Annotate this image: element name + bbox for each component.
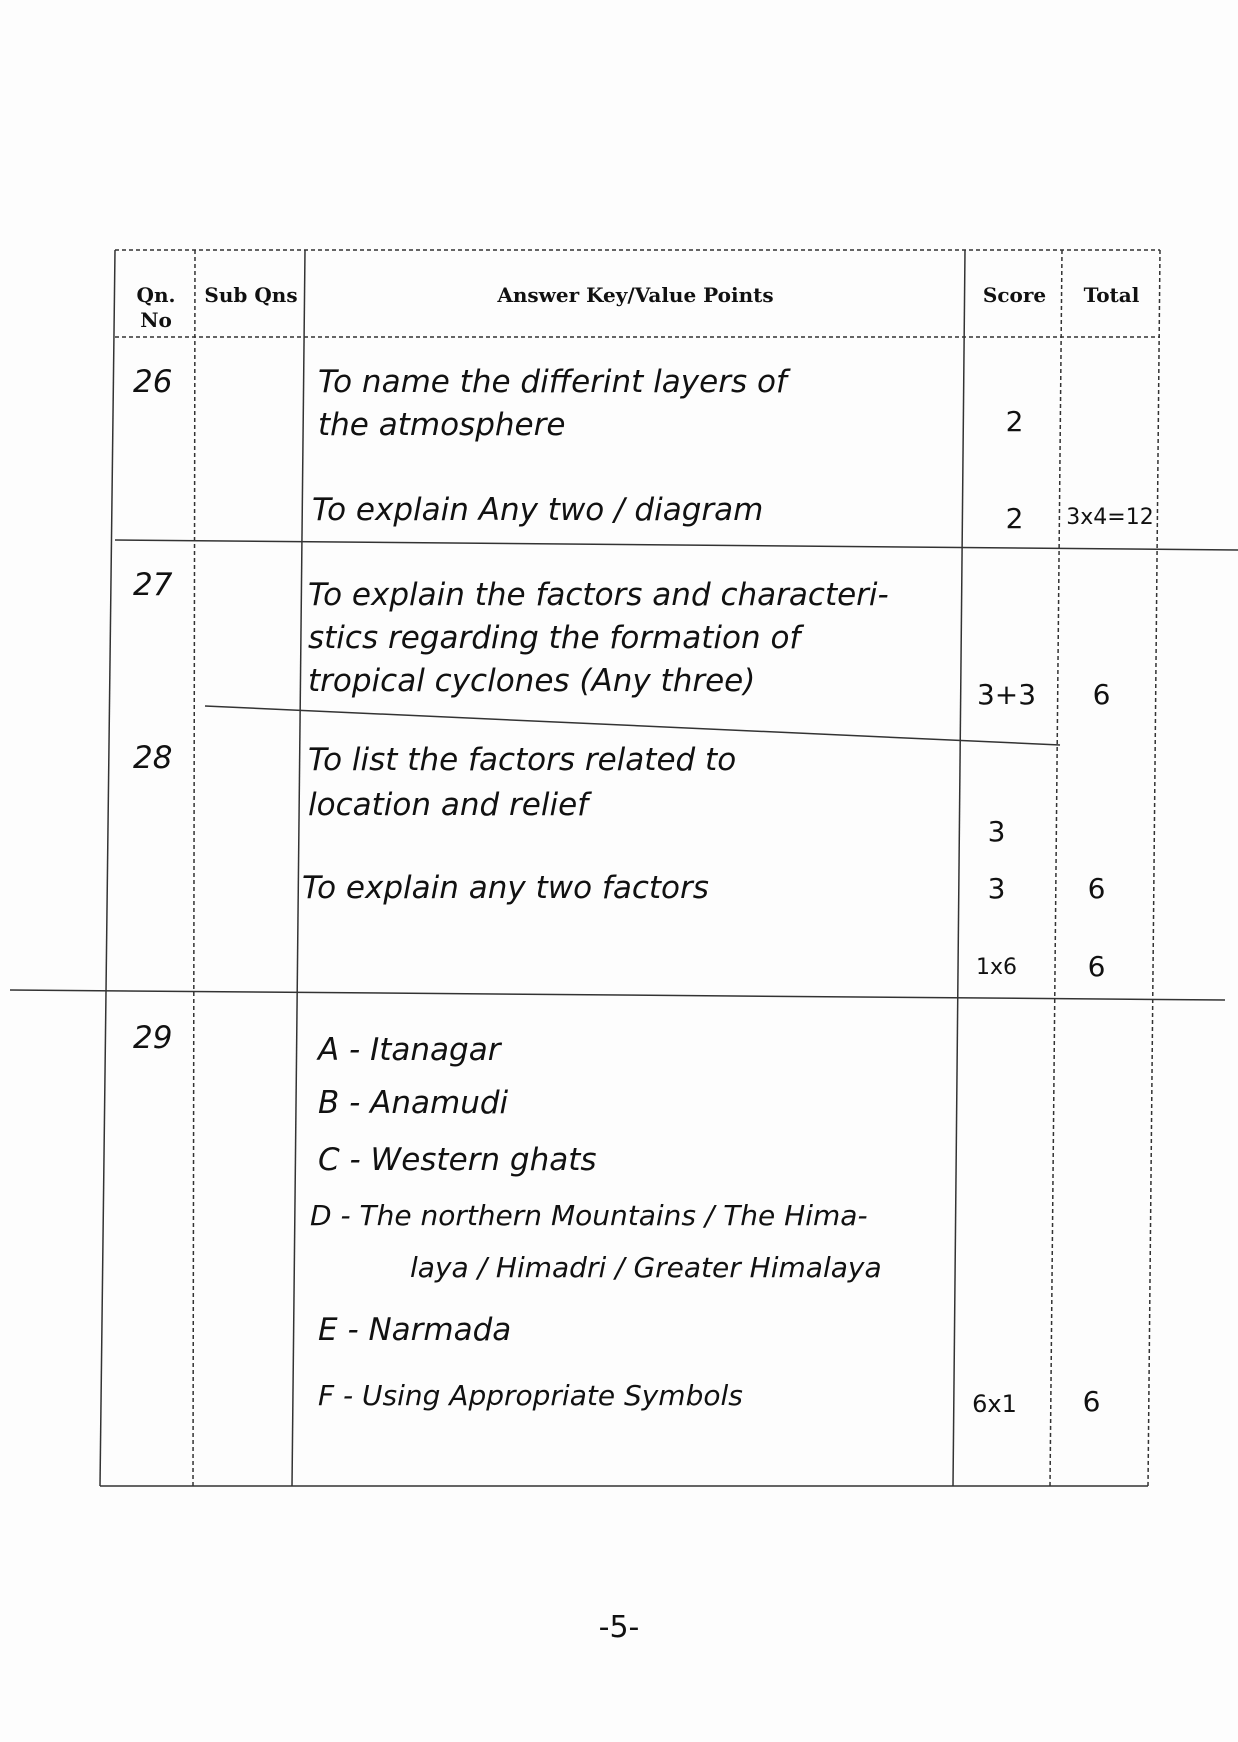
q28-total-3: 6 <box>1087 950 1106 983</box>
header-qn-no: Qn. No <box>136 283 176 332</box>
q28-score-2: 3 <box>987 872 1006 905</box>
q28-line-1: To list the factors related to <box>308 742 737 778</box>
q29-item-b: B - Anamudi <box>318 1085 509 1121</box>
q27-line-2: stics regarding the formation of <box>308 620 801 656</box>
q28-score-3: 1x6 <box>975 955 1017 980</box>
q27-total: 6 <box>1092 678 1111 711</box>
q26-score-1: 2 <box>1005 405 1024 438</box>
q26-total: 3x4=12 <box>1066 505 1154 530</box>
q27-score: 3+3 <box>976 678 1037 711</box>
q28-total-2: 6 <box>1087 872 1106 905</box>
q29-item-d-cont: laya / Himadri / Greater Himalaya <box>410 1251 882 1284</box>
q27-line-1: To explain the factors and characteri- <box>308 577 889 613</box>
q27-line-3: tropical cyclones (Any three) <box>308 663 756 699</box>
qn-29: 29 <box>133 1020 173 1056</box>
q29-total: 6 <box>1082 1385 1101 1418</box>
q26-score-2: 2 <box>1005 502 1024 535</box>
q29-item-e: E - Narmada <box>318 1312 512 1348</box>
q29-item-c: C - Western ghats <box>318 1142 597 1178</box>
page-number: -5- <box>598 1610 640 1645</box>
q26-line-3: To explain Any two / diagram <box>312 492 764 528</box>
qn-28: 28 <box>133 740 173 776</box>
q26-line-2: the atmosphere <box>318 407 566 443</box>
q28-score-1: 3 <box>987 815 1006 848</box>
header-total: Total <box>1083 283 1140 307</box>
q29-item-d: D - The northern Mountains / The Hima- <box>310 1199 868 1232</box>
qn-27: 27 <box>133 567 173 603</box>
q29-item-a: A - Itanagar <box>318 1032 501 1068</box>
header-sub-qns: Sub Qns <box>204 283 298 307</box>
q28-line-3: To explain any two factors <box>302 870 709 906</box>
q29-score: 6x1 <box>972 1390 1017 1418</box>
q29-item-f: F - Using Appropriate Symbols <box>318 1379 743 1412</box>
header-answer-key: Answer Key/Value Points <box>497 283 774 307</box>
qn-26: 26 <box>133 364 173 400</box>
q26-line-1: To name the differint layers of <box>318 364 787 400</box>
header-score: Score <box>982 283 1047 307</box>
q28-line-2: location and relief <box>308 787 589 823</box>
